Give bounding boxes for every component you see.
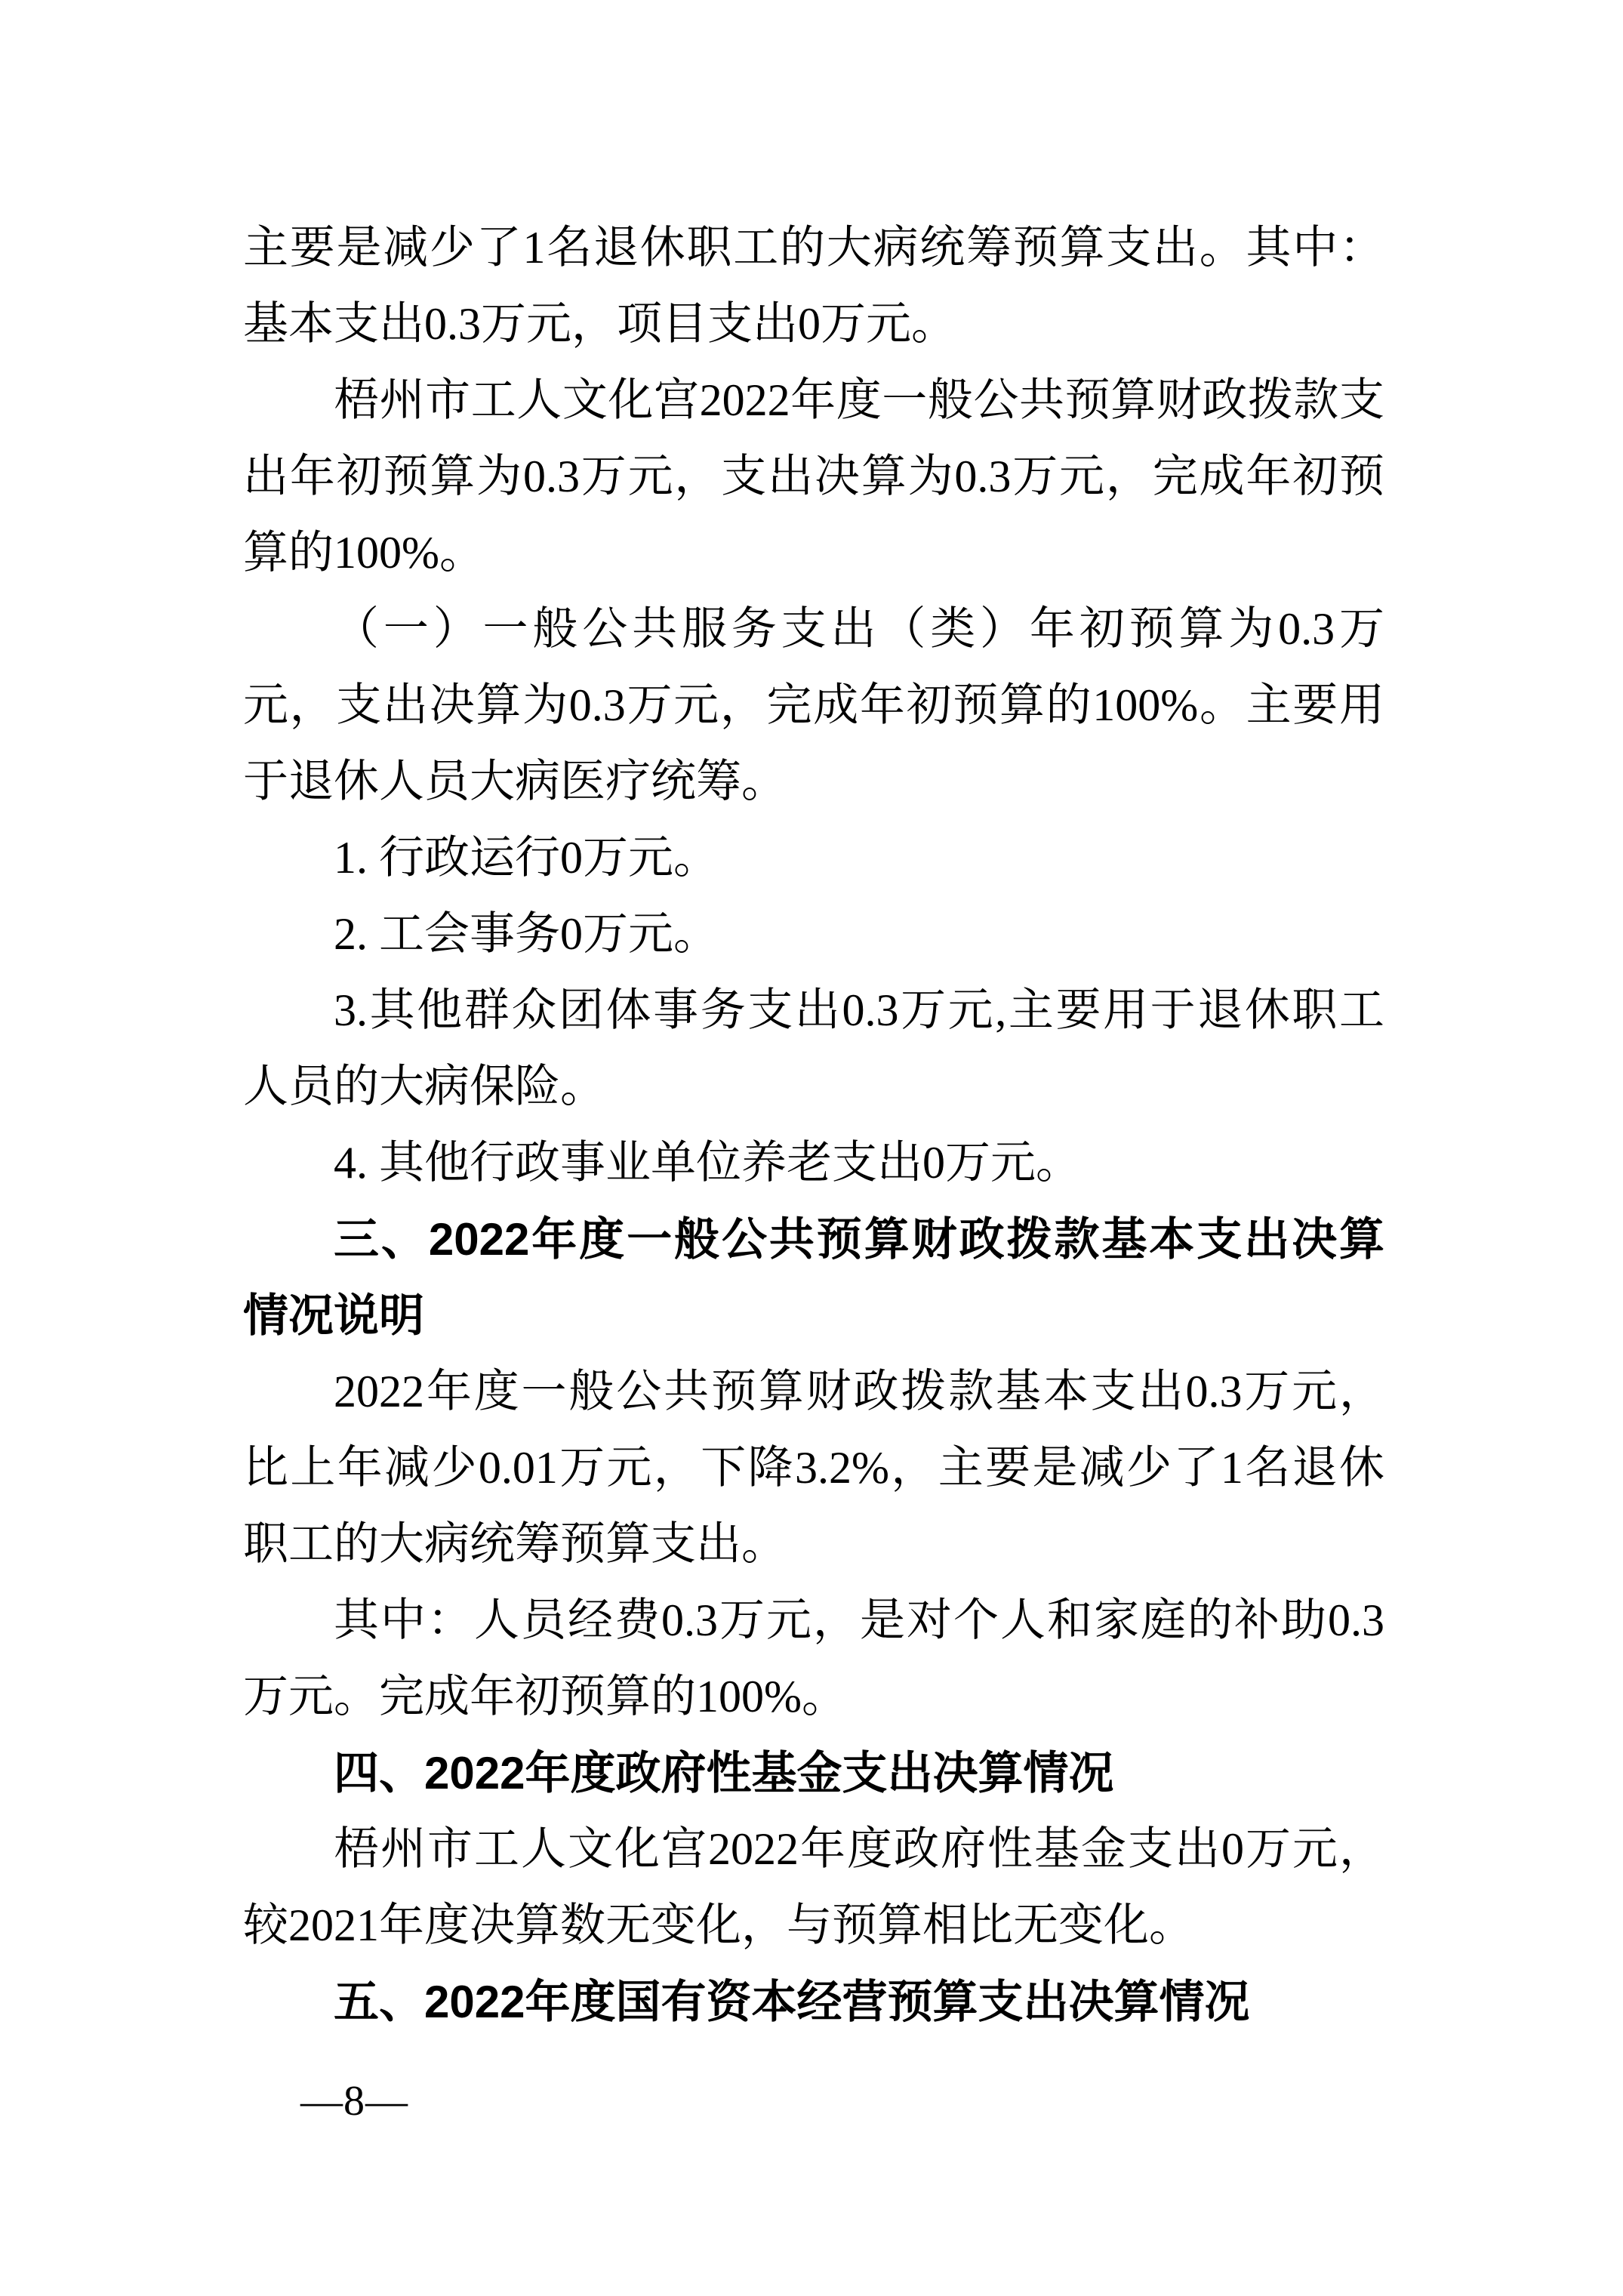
paragraph: 3.其他群众团体事务支出0.3万元,主要用于退休职工人员的大病保险。 (243, 985, 1384, 1111)
paragraph: 1. 行政运行0万元。 (334, 833, 719, 883)
paragraph: 4. 其他行政事业单位养老支出0万元。 (334, 1138, 1081, 1188)
paragraph: 梧州市工人文化宫2022年度一般公共预算财政拨款支出年初预算为0.3万元，支出决算为0.3万元，完成年初预算的100%。 (243, 375, 1384, 578)
section-heading: 三、2022年度一般公共预算财政拨款基本支出决算情况说明 (243, 1214, 1384, 1341)
paragraph: 梧州市工人文化宫2022年度政府性基金支出0万元，较2021年度决算数无变化，与预算相比无变化。 (243, 1824, 1384, 1950)
paragraph: 2022年度一般公共预算财政拨款基本支出0.3万元，比上年减少0.01万元，下降3.2%，主要是减少了1名退休职工的大病统筹预算支出。 (243, 1367, 1384, 1569)
paragraph: 其中：人员经费0.3万元，是对个人和家庭的补助0.3万元。完成年初预算的100%。 (243, 1595, 1384, 1721)
page-number: —8— (300, 2078, 408, 2125)
section-heading: 五、2022年度国有资本经营预算支出决算情况 (334, 1977, 1250, 2027)
paragraph: （一）一般公共服务支出（类）年初预算为0.3万元，支出决算为0.3万元，完成年初预算的100%。主要用于退休人员大病医疗统筹。 (243, 604, 1384, 806)
section-heading: 四、2022年度政府性基金支出决算情况 (334, 1748, 1114, 1798)
paragraph: 2. 工会事务0万元。 (334, 909, 719, 959)
paragraph: 主要是减少了1名退休职工的大病统筹预算支出。其中：基本支出0.3万元，项目支出0万元。 (243, 223, 1384, 349)
document-body (243, 210, 1384, 2040)
